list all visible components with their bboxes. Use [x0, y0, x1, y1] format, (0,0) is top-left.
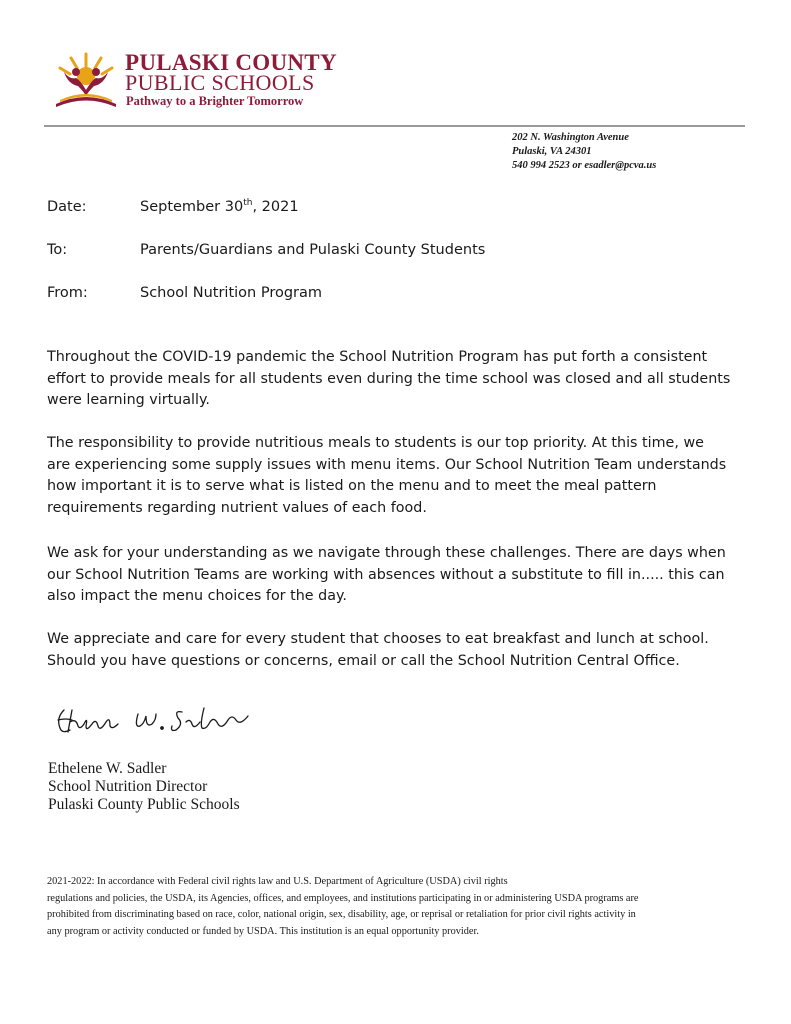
letterhead-logo	[50, 50, 340, 112]
date-label: Date:	[47, 199, 87, 215]
body-paragraph-1: Throughout the COVID-19 pandemic the School Nutrition Program has put forth a consistent effort to provide meals for all students even during the time school was closed and all students were learning virtually.	[47, 349, 731, 408]
header-divider	[44, 125, 745, 127]
org-name: PULASKI COUNTY	[125, 50, 337, 75]
signer-title: School Nutrition Director	[48, 778, 208, 795]
footer-line: 2021-2022: In accordance with Federal civil rights law and U.S. Department of Agriculture (USDA) civil rights	[47, 876, 508, 887]
body-paragraph-4: We appreciate and care for every student that chooses to eat breakfast and lunch at school. Should you have questions or concerns, email or call the School Nutrition Central Office.	[47, 631, 709, 669]
signer-organization: Pulaski County Public Schools	[48, 796, 240, 813]
school-emblem-icon	[50, 50, 122, 112]
org-tagline: Pathway to a Brighter Tomorrow	[126, 94, 304, 108]
to-label: To:	[47, 242, 68, 258]
body-paragraph-3: We ask for your understanding as we navigate through these challenges. There are days when our School Nutrition Teams are working with absences without a substitute to fill in..... this can also impact the menu choices for the day.	[47, 545, 726, 604]
address-block	[512, 131, 656, 173]
body-paragraph-2: The responsibility to provide nutritious meals to students is our top priority. At this time, we are experiencing some supply issues with menu items. Our School Nutrition Team understands how important it is to serve what is listed on the menu and to meet the meal pattern requirements regarding nutrient values of each food.	[47, 435, 727, 516]
address-street: 202 N. Washington Avenue	[512, 132, 629, 143]
footer-line: prohibited from discriminating based on race, color, national origin, sex, disability, age, or reprisal or retaliation for prior civil rights activity in	[47, 909, 636, 920]
address-city: Pulaski, VA 24301	[512, 146, 592, 157]
from-label: From:	[47, 285, 88, 301]
address-contact: 540 994 2523 or esadler@pcva.us	[512, 160, 657, 171]
to-value: Parents/Guardians and Pulaski County Students	[140, 242, 486, 258]
signer-name: Ethelene W. Sadler	[48, 760, 167, 777]
date-value: September 30th, 2021	[140, 198, 299, 215]
handwritten-signature	[50, 698, 260, 744]
org-subname: PUBLIC SCHOOLS	[125, 70, 315, 95]
footer-line: regulations and policies, the USDA, its Agencies, offices, and employees, and institutions participating in or administering USDA programs are	[47, 892, 639, 904]
usda-nondiscrimination-statement	[47, 874, 747, 940]
footer-line: any program or activity conducted or funded by USDA. This institution is an equal opportunity provider.	[47, 925, 479, 937]
signer-block	[48, 760, 240, 814]
from-value: School Nutrition Program	[140, 285, 323, 301]
